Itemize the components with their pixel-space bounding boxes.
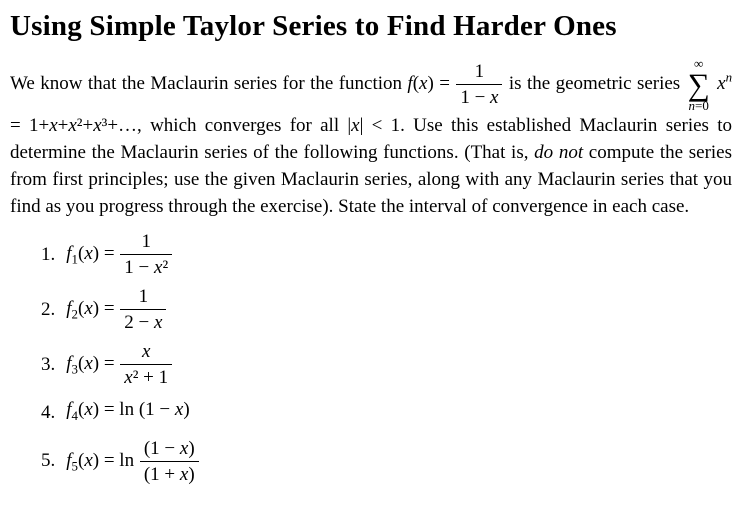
function-subscript: 1 [71, 251, 78, 267]
problem-formula [66, 230, 173, 279]
text-run: We know that the Maclaurin series for the function [10, 72, 408, 94]
problem-formula [66, 340, 173, 389]
function-subscript: 3 [71, 361, 78, 377]
fraction [119, 285, 167, 334]
sum-lower-limit: n=0 [688, 98, 709, 113]
function-name: f [66, 297, 72, 319]
emphasized-do-not: do not [534, 142, 584, 163]
fraction-denominator: (1 + x) [140, 461, 199, 486]
equals-part: (x) = [77, 449, 120, 471]
problem-formula [66, 285, 167, 334]
log-operator: ln [119, 449, 139, 471]
sum-upper-limit: ∞ [694, 56, 704, 71]
inline-math-abs: |x| < 1. [347, 115, 405, 136]
text-run: Use this established Maclaurin series to determine the Maclaurin series of the following functions. (That is, [10, 115, 732, 163]
function-subscript: 4 [71, 407, 78, 423]
sigma-glyph: ∑ [687, 67, 710, 102]
inline-math-xn [717, 69, 733, 94]
page-title: Using Simple Taylor Series to Find Harder Ones [10, 10, 617, 42]
problem-list [10, 230, 732, 486]
x-base: x [717, 72, 726, 94]
log-expression: ln (1 − x) [119, 399, 190, 420]
item-number: 2. [41, 298, 56, 320]
function-name: f [66, 352, 72, 374]
problem-formula [66, 437, 199, 486]
problem-item-5 [41, 437, 732, 486]
fraction-denominator: 1 − x² [120, 254, 172, 279]
fraction [119, 230, 173, 279]
text-run: compute the series from first principles; use the given Maclaurin series, along with any Maclaurin series that you find as you progress through the exercise). State the interval of convergence in each case. [10, 142, 733, 217]
fraction-denominator: 1 − x [456, 84, 502, 109]
summation-symbol [688, 57, 710, 112]
function-name: f [66, 242, 72, 264]
x-exponent: n [725, 69, 733, 85]
problem-item-4 [41, 398, 732, 428]
inline-math-fx: f(x) = [407, 72, 456, 94]
problem-item-3 [41, 340, 732, 389]
fraction-numerator: 1 [141, 231, 151, 252]
function-name: f [66, 449, 72, 471]
fraction-numerator: 1 [138, 286, 149, 307]
equals-part: (x) = [77, 242, 120, 264]
equals-part: (x) = [77, 399, 120, 420]
fraction [139, 437, 200, 486]
equals-part: (x) = [77, 352, 120, 374]
item-number: 1. [41, 243, 56, 265]
item-number: 5. [41, 450, 56, 472]
item-number: 3. [41, 353, 56, 375]
fraction [119, 340, 173, 389]
fraction-1-over-1-minus-x [455, 60, 503, 109]
text-run: is the geometric series [503, 72, 686, 94]
function-subscript: 5 [71, 458, 78, 474]
fraction-numerator: x [142, 341, 151, 362]
problem-formula [66, 398, 189, 428]
text-run: which converges for all [141, 115, 348, 136]
fraction-numerator: 1 [474, 61, 485, 82]
problem-item-1 [41, 230, 732, 279]
function-subscript: 2 [71, 306, 78, 322]
problem-item-2 [41, 285, 732, 334]
fraction-denominator: 2 − x [120, 309, 166, 334]
inline-math-series: = 1+x+x²+x³+…, [10, 115, 142, 136]
equals-part: (x) = [77, 297, 120, 319]
item-number: 4. [41, 401, 56, 423]
fraction-numerator: (1 − x) [143, 437, 195, 459]
fraction-denominator: x² + 1 [120, 364, 172, 389]
function-name: f [66, 399, 72, 420]
intro-paragraph [10, 57, 732, 220]
